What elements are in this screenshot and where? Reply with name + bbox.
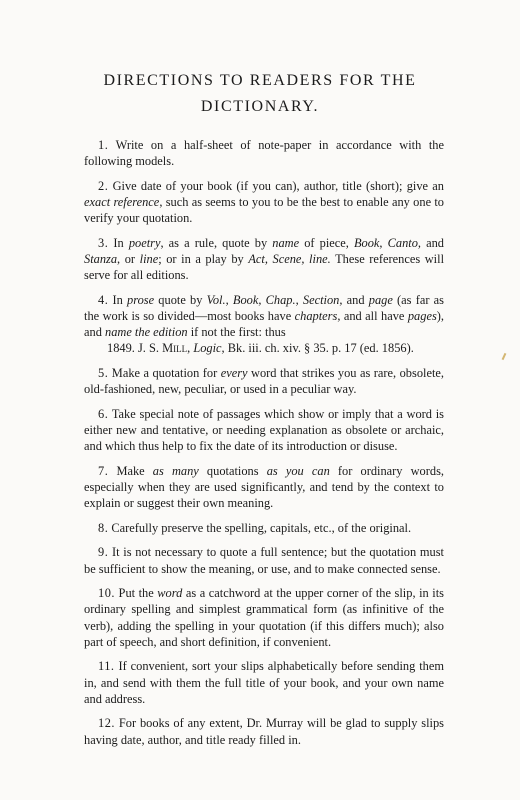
direction-item-8 [84,520,444,536]
item-text: Carefully preserve the spelling, capitals, etc., of the original. [111,520,412,535]
item-text: quotations [198,463,267,478]
item-text: In [112,292,128,307]
title-line-1: DIRECTIONS TO READERS FOR THE [103,72,417,89]
item-text: These references will serve for all editions. [84,252,445,283]
direction-item-9 [84,544,444,576]
item-number: 9. [98,545,109,560]
direction-item-5 [84,365,444,397]
direction-item-3 [84,235,444,284]
item-text: for ordinary words, especially when they are used significantly, and tend by the context to explain or suggest their own meaning. [84,463,444,511]
direction-item-1 [84,137,444,169]
item-text: , and all have [337,309,408,323]
item-text: Give date of your book (if you can), author, title (short); give an [112,178,444,193]
item-emphasis: as many [152,463,199,478]
item-text: If convenient, sort your slips alphabetically before sending them in, and send with them the full title of your book, and your own name and address. [84,659,444,706]
example-text: , [187,341,194,356]
item-text: if not the first: thus [187,325,286,340]
document-title [60,68,460,120]
item-text: Put the [118,586,158,601]
item-emphasis: word [157,586,183,601]
item-emphasis: poetry [128,235,161,250]
item-emphasis: exact reference [84,195,160,209]
item-number: 11. [98,659,115,674]
item-text: Make [116,463,153,478]
example-text: 1849. J. S. [107,341,163,356]
item-text: In [113,235,129,250]
item-text: , or [117,252,140,266]
item-text: For books of any extent, Dr. Murray will be glad to supply slips having date, author, and title ready filled in. [84,716,444,747]
item-text: , as a rule, quote by [160,235,273,250]
direction-item-12 [84,715,444,747]
example-work: Logic, [193,341,225,356]
item-text: ), and [84,309,445,340]
item-number: 1. [98,138,109,152]
citation-example [84,340,444,356]
direction-item-11 [84,658,444,707]
item-number: 8. [98,520,109,535]
example-text: Bk. iii. ch. xiv. § 35. p. 17 (ed. 1856). [224,341,414,356]
direction-item-2 [84,178,444,227]
item-emphasis: page [368,292,393,307]
item-text: quote by [154,292,207,307]
title-line-2: DICTIONARY. [200,98,320,115]
direction-item-4 [84,292,444,357]
item-number: 10. [98,586,115,601]
item-emphasis: Book, Canto, [353,235,421,250]
item-emphasis: as you can [266,463,330,478]
item-emphasis: chapters [294,309,338,323]
item-emphasis: name [272,235,300,250]
item-emphasis: pages [407,309,437,323]
item-text: It is not necessary to quote a full sentence; but the quotation must be sufficient to show the meaning, or use, and to make connected sense. [84,545,444,576]
item-emphasis: line [139,252,159,266]
item-emphasis: Act, Scene, line. [248,252,331,266]
item-text: and [421,235,444,250]
item-number: 6. [98,406,109,421]
item-text: (as far as the work is so divided—most books have [84,292,444,323]
item-text: of piece, [299,235,354,250]
item-text: ; or in a play by [158,252,249,266]
directions-list [84,137,444,756]
direction-item-7 [84,463,444,512]
item-emphasis: Vol., Book, Chap., Section, [206,292,343,307]
item-text: Make a quotation for [111,366,221,380]
item-text: word that strikes you as rare, obsolete, old-fashioned, new, peculiar, or used in a peculiar way. [84,366,444,397]
item-number: 5. [98,366,109,380]
item-number: 2. [98,178,109,193]
item-text: , such as seems to you to be the best to enable any one to verify your quotation. [84,195,445,226]
item-number: 4. [98,292,109,307]
direction-item-10 [84,585,444,650]
ink-speck [502,353,507,360]
item-number: 12. [98,716,115,731]
item-emphasis: prose [127,292,155,307]
item-text: as a catchword at the upper corner of the slip, in its ordinary spelling and simplest grammatical form (as infinitive of the verb), adding the spelling in your quotation (if this differs much); also part of speech, and short definition, if convenient. [84,586,444,649]
item-emphasis: name the edition [105,325,188,340]
item-emphasis: every [220,366,248,380]
item-number: 7. [98,463,109,478]
item-text: Take special note of passages which show or imply that a word is either new and tentative, or needing explanation as obsolete or archaic, and which thus help to fix the date of its introduction or disuse. [84,406,445,454]
item-number: 3. [98,235,109,250]
item-text: and [342,292,369,307]
direction-item-6 [84,406,444,455]
item-emphasis: Stanza [84,252,118,266]
example-author: Mill [162,341,188,356]
item-text: Write on a half-sheet of note-paper in accordance with the following models. [84,138,444,169]
